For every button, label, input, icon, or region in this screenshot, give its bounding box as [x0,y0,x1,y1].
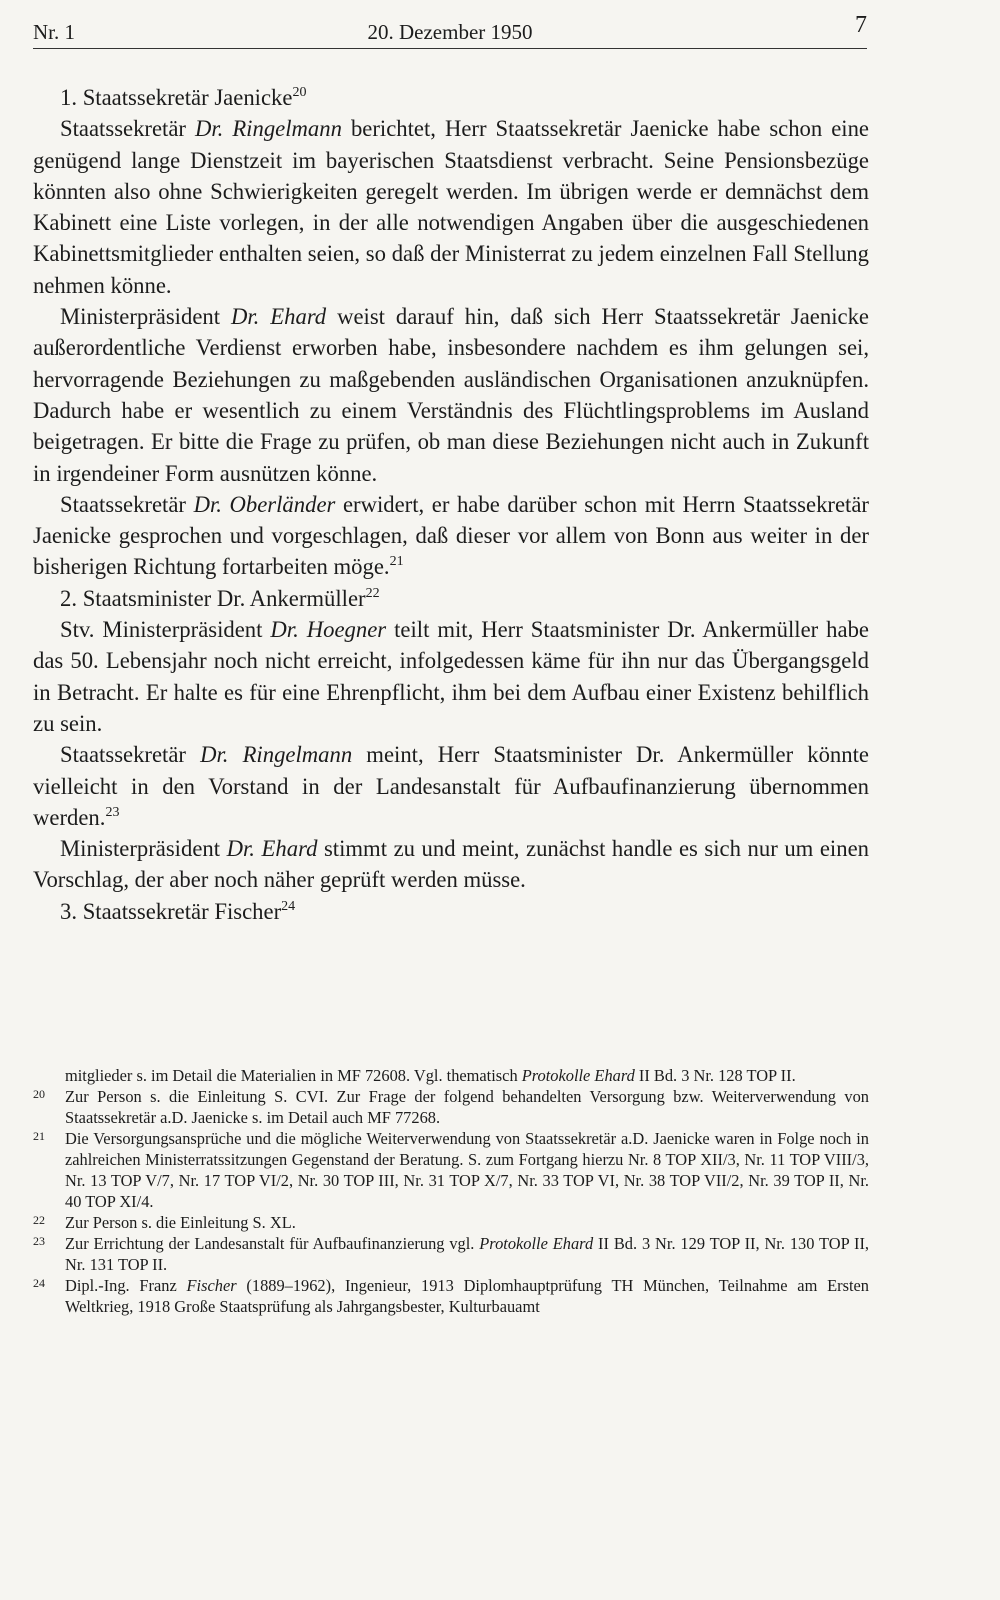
footnote-continuation: mitglieder s. im Detail die Materialien in MF 72608. Vgl. thematisch Protokolle Ehard II Bd. 3 Nr. 128 TOP II. [65,1066,796,1085]
footnote-number: 21 [33,1129,45,1143]
speaker-name: Ringelmann [228,742,353,768]
paragraph: Staatssekretär Dr. Oberländer erwidert, er habe darüber schon mit Herrn Staatssekretär Jaenicke gesprochen und vorgeschlagen, daß dieser vor allem von Bonn aus weiter in der bisherigen Richtung fortarbeiten möge.$^{21}$ [33,491,869,580]
footnote-ref: 21 [389,554,404,570]
header-date: 20. Dezember 1950 [367,20,533,44]
footnote-21: 21 Die Versorgungsansprüche und die mögliche Weiterverwendung von Staatssekretär a.D. Jaenicke waren in Folge noch in zahlreichen Ministerratssitzungen Gegenstand der Beratung. S. zum Fortgang hierzu Nr. 8 TOP XII/3, Nr. 11 TOP VIII/3, Nr. 13 TOP V/7, Nr. 17 TOP VI/2, Nr. 30 TOP III, Nr. 31 TOP X/7, Nr. 33 TOP VI, Nr. 38 TOP VII/2, Nr. 39 TOP II, Nr. 40 TOP XI/4. [33,1128,869,1212]
footnote-24: 24 Dipl.-Ing. Franz Fischer (1889–1962), Ingenieur, 1913 Diplomhauptprüfung TH München, Teilnahme am Ersten Weltkrieg, 1918 Große Staatsprüfung als Jahrgangsbester, Kulturbauamt [33,1275,869,1317]
footnote-ref: 22 [365,585,380,601]
footnote-number: 24 [33,1276,45,1290]
footnote-20: 20 Zur Person s. die Einleitung S. CVI. Zur Frage der folgend behandelten Versorgung bzw. Weiterverwendung von Staatssekretär a.D. Jaenicke s. im Detail auch MF 77268. [33,1086,869,1128]
footnote-ref: 23 [105,804,120,820]
footnote-22: 22 Zur Person s. die Einleitung S. XL. [33,1212,869,1233]
paragraph: Stv. Ministerpräsident Dr. Hoegner teilt mit, Herr Staatsminister Dr. Ankermüller habe das 50. Lebensjahr noch nicht erreicht, infolgedessen käme für ihn nur das Übergangsgeld in Betracht. Er halte es für eine Ehrenpflicht, ihm bei dem Aufbau einer Existenz behilflich zu sein. [33,617,869,736]
paragraph: Ministerpräsident Dr. Ehard weist darauf hin, daß sich Herr Staatssekretär Jaenicke außerordentliche Verdienst erworben habe, insbesondere nachdem es ihm gelungen sei, hervorragende Beziehungen zu maßgebenden ausländischen Organisationen anzuknüpfen. Dadurch habe er wesentlich zu einem Verständnis des Flüchtlingsproblems im Ausland beigetragen. Er bitte die Frage zu prüfen, ob man diese Beziehungen nicht auch in Zukunft in irgendeiner Form ausnützen könne. [33,304,869,486]
speaker-name: Ehard [259,304,327,330]
paragraph: Staatssekretär Dr. Ringelmann berichtet, Herr Staatssekretär Jaenicke habe schon eine genügend lange Dienstzeit im bayerischen Staatsdienst verbracht. Seine Pensionsbezüge könnten also ohne Schwierigkeiten geregelt werden. Im übrigen werde er demnächst dem Kabinett eine Liste vorlegen, in der alle notwendigen Angaben über die ausgeschiedenen Kabinettsmitglieder enthalten seien, so daß der Ministerrat zu jedem einzelnen Fall Stellung nehmen könne. [33,116,870,298]
running-header [33,12,867,49]
agenda-item-3: 3. Staatssekretär Fischer$^{24}$ [60,898,296,924]
speaker-name: Oberländer [221,491,336,517]
footnote-23: 23 Zur Errichtung der Landesanstalt für Aufbaufinanzierung vgl. Protokolle Ehard II Bd. 3 Nr. 129 TOP II, Nr. 130 TOP II, Nr. 131 TOP II. [33,1233,869,1275]
footnote-number: 23 [33,1234,45,1248]
paragraph: Staatssekretär Dr. Ringelmann meint, Herr Staatsminister Dr. Ankermüller könnte vielleicht in den Vorstand in der Landesanstalt für Aufbaufinanzierung übernommen werden.$^{23}$ [33,742,869,830]
speaker-name: Hoegner [298,617,387,643]
speaker-name: Ehard [254,836,318,862]
paragraph: Ministerpräsident Dr. Ehard stimmt zu und meint, zunächst handle es sich nur um einen Vorschlag, der aber noch näher geprüft werden müsse. [33,836,869,893]
page-number: 7 [855,12,867,38]
footnote-ref: 24 [281,898,296,914]
speaker-name: Ringelmann [223,116,342,142]
main-text [33,82,869,927]
agenda-item-1: 1. Staatssekretär Jaenicke$^{20}$ [60,85,307,110]
footnote-ref: 20 [292,85,307,100]
issue-number: Nr. 1 [33,20,75,44]
agenda-item-2: 2. Staatsminister Dr. Ankermüller$^{22}$ [60,585,380,611]
footnote-number: 22 [33,1213,45,1227]
footnote-number: 20 [33,1087,45,1101]
footnotes [33,1065,869,1317]
